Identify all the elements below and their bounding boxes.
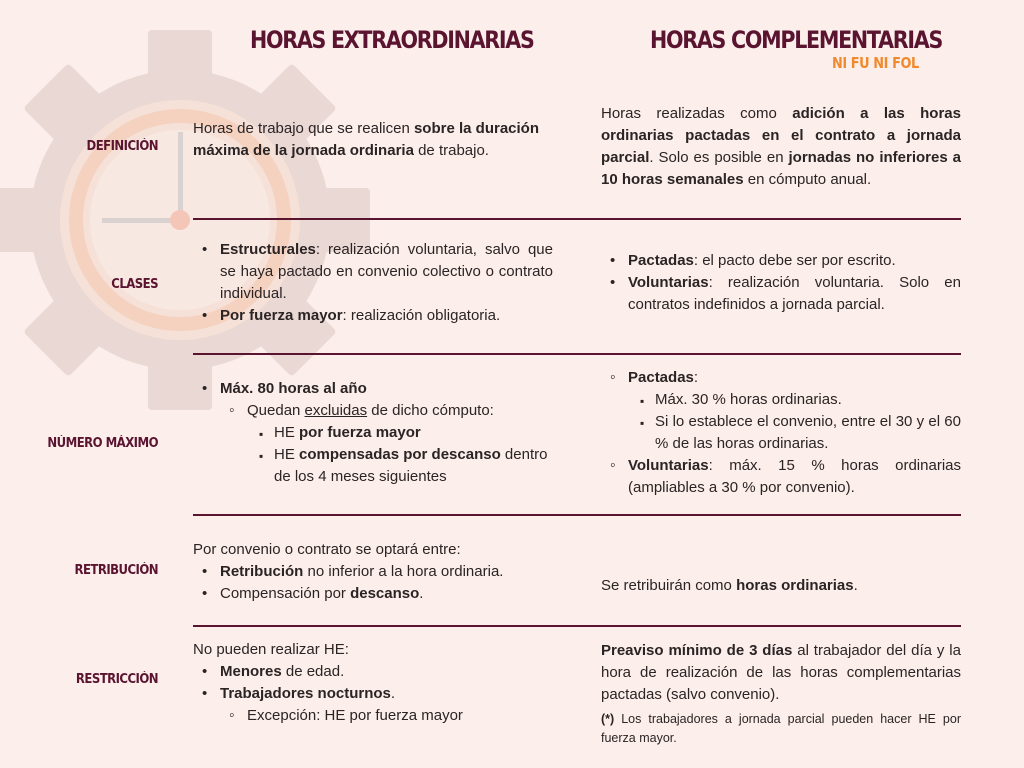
list-item: • Voluntarias: realización voluntaria. Solo en contratos indefinidos a jornada parcial. — [601, 272, 961, 316]
restriccion-intro: No pueden realizar HE: — [193, 641, 349, 658]
list-item: • Máx. 80 horas al año ◦ Quedan excluidas de dicho cómputo: ▪ HE por fuerza mayor ▪ HE compensadas por descanso dentro de los 4 meses siguientes — [193, 378, 553, 488]
list-item: • Retribución no inferior a la hora ordinaria. — [193, 561, 553, 583]
list-item: • Trabajadores nocturnos. ◦ Excepción: HE por fuerza mayor — [193, 683, 553, 727]
list-item: ◦ Voluntarias: máx. 15 % horas ordinarias (ampliables a 30 % por convenio). — [601, 455, 961, 499]
footnote: (*) Los trabajadores a jornada parcial pueden hacer HE por fuerza mayor. — [601, 712, 961, 745]
divider — [193, 514, 961, 516]
left-column-title: HORAS EXTRAORDINARIAS — [250, 26, 534, 54]
list-item: ▪ HE por fuerza mayor — [247, 422, 553, 444]
list-item: • Por fuerza mayor: realización obligatoria. — [193, 305, 553, 327]
definicion-compl: Horas realizadas como adición a las horas ordinarias pactadas en el contrato a jornada parcial. Solo es posible en jornadas no inferiores a 10 horas semanales en cómputo anual. — [601, 105, 961, 188]
right-column-title: HORAS COMPLEMENTARIAS — [650, 26, 943, 54]
retribucion-intro: Por convenio o contrato se optará entre: — [193, 541, 461, 558]
row-label-clases: CLASES — [111, 277, 158, 292]
numero-extra — [193, 378, 553, 488]
list-item: ◦ Pactadas: ▪ Máx. 30 % horas ordinarias. ▪ Si lo establece el convenio, entre el 30 y el 60 % de las horas ordinarias. — [601, 367, 961, 455]
list-item: • Pactadas: el pacto debe ser por escrito. — [601, 250, 961, 272]
row-label-restriccion: RESTRICCIÓN — [75, 672, 158, 687]
brand-tag: NI FU NI FOL — [832, 54, 919, 72]
list-item: ▪ HE compensadas por descanso dentro de los 4 meses siguientes — [247, 444, 553, 488]
clases-compl — [601, 250, 961, 316]
divider — [193, 625, 961, 627]
list-item: • Compensación por descanso. — [193, 583, 553, 605]
list-item: ▪ Máx. 30 % horas ordinarias. — [628, 389, 961, 411]
restriccion-compl: Preaviso mínimo de 3 días al trabajador del día y la hora de realización de las horas complementarias pactadas (salvo convenio). (*) Los trabajadores a jornada parcial pueden hacer HE por fuerza mayor. — [601, 640, 961, 748]
retribucion-extra — [193, 539, 553, 605]
row-label-definicion: DEFINICIÓN — [86, 139, 158, 154]
list-item: • Menores de edad. — [193, 661, 553, 683]
divider — [193, 218, 961, 220]
numero-compl — [601, 367, 961, 499]
definicion-extra: Horas de trabajo que se realicen sobre la duración máxima de la jornada ordinaria de trabajo. — [193, 120, 540, 159]
clases-extra — [193, 239, 553, 327]
list-item: • Estructurales: realización voluntaria, salvo que se haya pactado en convenio colectivo o contrato individual. — [193, 239, 553, 305]
divider — [193, 353, 961, 355]
gear-clock-icon — [0, 20, 380, 420]
list-item: ◦ Quedan excluidas de dicho cómputo: ▪ HE por fuerza mayor ▪ HE compensadas por descanso dentro de los 4 meses siguientes — [220, 400, 553, 488]
restriccion-extra — [193, 639, 553, 727]
row-label-retribucion: RETRIBUCIÓN — [74, 563, 158, 578]
retribucion-compl: Se retribuirán como horas ordinarias. — [601, 577, 858, 594]
list-item: ◦ Excepción: HE por fuerza mayor — [220, 705, 553, 727]
list-item: ▪ Si lo establece el convenio, entre el 30 y el 60 % de las horas ordinarias. — [628, 411, 961, 455]
row-label-numero-maximo: NÚMERO MÁXIMO — [47, 436, 158, 451]
